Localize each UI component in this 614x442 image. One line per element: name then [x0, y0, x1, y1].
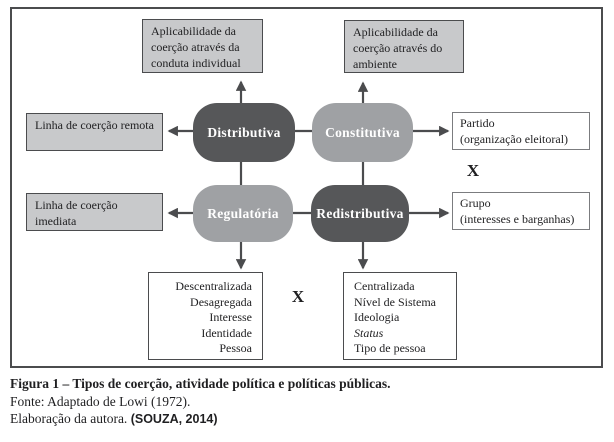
remote-coercion-line-label: Linha de coerção remota — [35, 118, 154, 132]
caption-source: Fonte: Adaptado de Lowi (1972). — [10, 393, 191, 409]
list-line: Descentralizada — [175, 279, 252, 293]
applicability-environment-box — [344, 20, 464, 73]
party-title: Partido — [460, 116, 495, 130]
party-box — [452, 112, 590, 150]
applicability-individual-conduct-label: Aplicabilidade da coerção através da conduta individual — [151, 24, 241, 70]
party-subtitle: (organização eleitoral) — [460, 131, 569, 146]
immediate-coercion-line-label: Linha de coerção imediata — [35, 198, 118, 228]
group-subtitle: (interesses e barganhas) — [460, 211, 575, 226]
node-constitutiva: Constitutiva — [312, 103, 413, 162]
diagram-frame — [10, 7, 603, 368]
list-line: Tipo de pessoa — [354, 341, 426, 356]
list-line-status: Status — [354, 325, 384, 340]
node-regulatoria: Regulatória — [193, 185, 293, 242]
applicability-environment-label: Aplicabilidade da coerção através do ambiente — [353, 25, 443, 71]
list-line: Ideologia — [354, 310, 400, 325]
list-line: Identidade — [201, 325, 252, 340]
immediate-coercion-line-box — [26, 193, 163, 231]
group-title: Grupo — [460, 196, 491, 210]
caption-credit: Elaboração da autora. — [10, 411, 131, 426]
list-line: Interesse — [209, 310, 252, 325]
versus-mark-right: X — [466, 161, 480, 180]
list-line: Desagregada — [190, 294, 252, 309]
list-line: Pessoa — [219, 341, 252, 356]
caption-title: Figura 1 – Tipos de coerção, atividade política e políticas públicas. — [10, 376, 391, 391]
list-line: Nível de Sistema — [354, 294, 436, 309]
versus-mark-bottom: X — [291, 287, 305, 306]
group-box — [452, 192, 590, 230]
caption-credit-line — [10, 410, 391, 429]
decentralized-traits-box — [148, 272, 263, 360]
applicability-individual-conduct-box — [142, 19, 263, 73]
remote-coercion-line-box — [26, 113, 163, 151]
node-distributiva: Distributiva — [193, 103, 295, 162]
figure-caption — [10, 375, 391, 429]
caption-citation: (SOUZA, 2014) — [130, 412, 218, 426]
centralized-traits-box — [343, 272, 457, 360]
list-line: Centralizada — [354, 279, 415, 293]
node-redistributiva: Redistributiva — [311, 185, 409, 242]
